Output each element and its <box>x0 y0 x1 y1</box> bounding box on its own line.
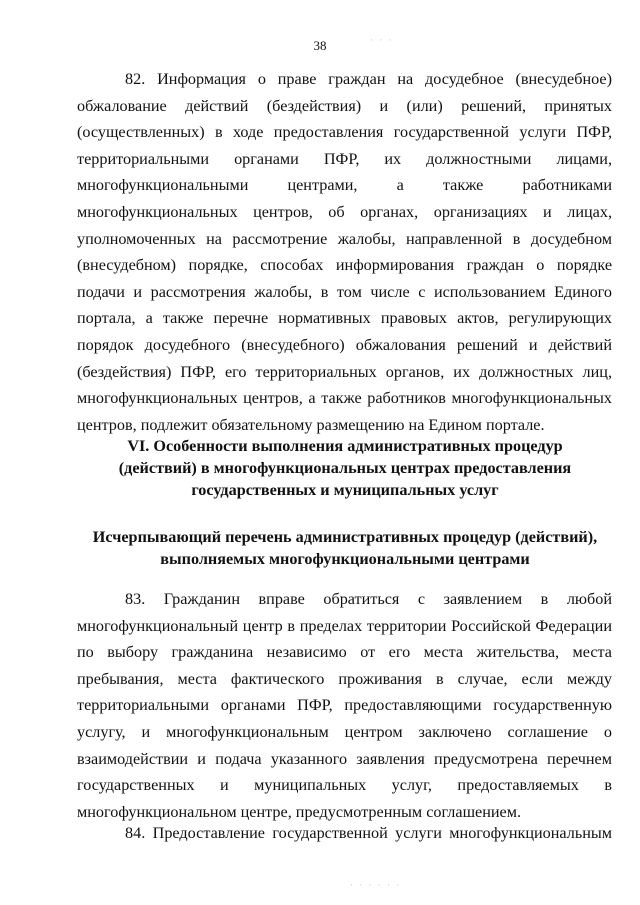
section-heading-line-1: VI. Особенности выполнения административных процедур <box>127 437 563 455</box>
section-heading-line-3: государственных и муниципальных услуг <box>191 481 499 499</box>
paragraph-84-start: 84. Предоставление государственной услуги многофункциональным <box>125 824 612 842</box>
subheading-line-2: выполняемых многофункциональными центрами <box>160 550 530 568</box>
scan-speck: · · · · · · <box>350 880 402 890</box>
scan-speck: · · · <box>370 35 394 45</box>
page-number: 38 <box>313 38 327 53</box>
subheading <box>90 526 600 570</box>
paragraph-82: 82. Информация о праве граждан на досудебное (внесудебное) обжалование действий (бездействия) и (или) решений, принятых (осуществленных) в ходе предоставления государственной услуги ПФР, территориальными органами ПФР, их должностными лицами, многофункциональными центрами, а также работниками многофункциональных центров, об органах, организациях и лицах, уполномоченных на рассмотрение жалобы, направленной в досудебном (внесудебном) порядке, способах информирования граждан о порядке подачи и рассмотрения жалобы, в том числе с использованием Единого портала, а также перечне нормативных правовых актов, регулирующих порядок досудебного (внесудебного) обжалования решений и действий (бездействия) ПФР, его территориальных органов, их должностных лиц, многофункциональных центров, а также работников многофункциональных центров, подлежит обязательному размещению на Едином портале. <box>77 70 612 434</box>
paragraph-83: 83. Гражданин вправе обратиться с заявлением в любой многофункциональный центр в пределах территории Российской Федерации по выбору гражданина независимо от его места жительства, места пребывания, места фактического проживания в случае, если между территориальными органами ПФР, предоставляющими государственную услугу, и многофункциональным центром заключено соглашение о взаимодействии и подача указанного заявления предусмотрена перечнем государственных и муниципальных услуг, предоставляемых в многофункциональном центре, предусмотренным соглашением. <box>77 590 612 821</box>
subheading-line-1: Исчерпывающий перечень административных процедур (действий), <box>92 528 598 546</box>
section-heading-line-2: (действий) в многофункциональных центрах предоставления <box>118 459 572 477</box>
section-heading <box>90 435 600 501</box>
